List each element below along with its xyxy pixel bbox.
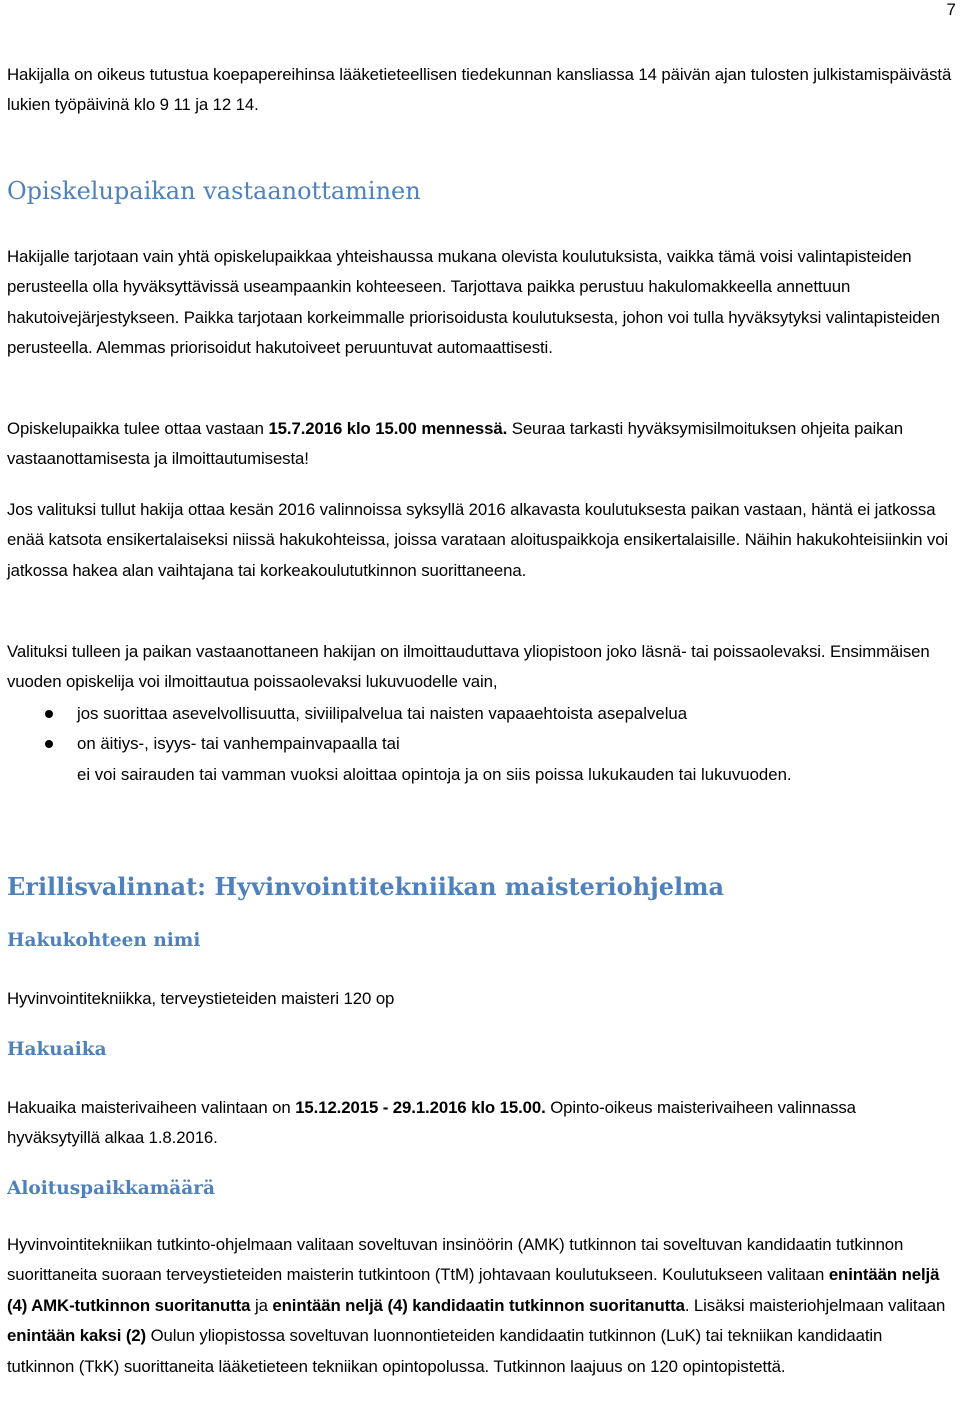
places-bold-1: enintään neljä (4) AMK-tutkinnon suoritanutta (7, 1265, 940, 1315)
list-continuation (7, 760, 953, 790)
deadline-bold: 15.7.2016 klo 15.00 mennessä. (268, 419, 508, 438)
intro-paragraph: Hakijalla on oikeus tutustua koepapereihinsa lääketieteellisen tiedekunnan kansliassa 14 päivän ajan tulosten julkistamispäivästä lukien työpäivinä klo 9 11 ja 12 14. (7, 65, 952, 115)
acceptance-deadline-paragraph (7, 414, 953, 475)
section-heading-separate: Erillisvalinnat: Hyvinvointitekniikan maisteriohjelma (7, 872, 725, 901)
subheading-places: Aloituspaikkamäärä (7, 1178, 216, 1199)
list-item (7, 699, 953, 729)
subheading-name: Hakukohteen nimi (7, 930, 201, 951)
list-item (7, 729, 953, 759)
period-text-1: Hakuaika maisterivaiheen valintaan on (7, 1098, 296, 1117)
acceptance-paragraph-4: Valituksi tulleen ja paikan vastaanottaneen hakijan on ilmoittauduttava yliopistoon joko läsnä- tai poissaolevaksi. Ensimmäisen vuoden opiskelija voi ilmoittautua poissaolevaksi lukuvuodelle vain, (7, 642, 930, 692)
list-item-text: jos suorittaa asevelvollisuutta, siviilipalvelua tai naisten vapaaehtoista asepalvelua (77, 704, 688, 723)
absence-conditions-list (7, 699, 953, 790)
programme-name: Hyvinvointitekniikka, terveystieteiden maisteri 120 op (7, 989, 395, 1008)
deadline-text-2: Seuraa tarkasti hyväksymisilmoituksen ohjeita paikan vastaanottamisesta ja ilmoittautumisesta! (7, 419, 903, 469)
bullet-icon (45, 740, 53, 748)
list-item-text: on äitiys-, isyys- tai vanhempainvapaalla tai (77, 734, 400, 754)
bullet-icon (45, 710, 53, 718)
period-bold: 15.12.2015 - 29.1.2016 klo 15.00. (295, 1098, 546, 1117)
section-heading-acceptance: Opiskelupaikan vastaanottaminen (7, 177, 421, 205)
places-text-1: Hyvinvointitekniikan tutkinto-ohjelmaan valitaan soveltuvan insinöörin (AMK) tutkinnon tai soveltuvan kandidaatin tutkinnon suorittaneita suoraan terveystieteiden maisterin tutkintoon (TtM) johtavaan koulutukseen. Koulutukseen valitaan (7, 1235, 904, 1285)
places-bold-3: enintään kaksi (2) (7, 1326, 147, 1346)
acceptance-paragraph-3: Jos valituksi tullut hakija ottaa kesän 2016 valinnoissa syksyllä 2016 alkavasta koulutuksesta paikan vastaan, häntä ei jatkossa enää katsota ensikertalaiseksi niissä hakukohteissa, joissa varataan aloituspaikkoja ensikertalaisille. Näihin hakukohteisiinkin voi jatkossa hakea alan vaihtajana tai korkeakoulututkinnon suorittaneena. (7, 500, 949, 580)
acceptance-paragraph-1: Hakijalle tarjotaan vain yhtä opiskelupaikkaa yhteishaussa mukana olevista koulutuksista, vaikka tämä voisi valintapisteiden perusteella olla hyväksyttävissä useampaankin kohteeseen. Tarjottava paikka perustuu hakulomakkeella annettuun hakutoivejärjestykseen. Paikka tarjotaan korkeimmalle priorisoidusta koulutuksesta, johon voi tulla hyväksytyksi valintapisteiden perusteella. Alemmas priorisoidut hakutoiveet peruuntuvat automaattisesti. (7, 247, 940, 358)
subheading-period: Hakuaika (7, 1039, 107, 1060)
places-text-2: ja (250, 1295, 273, 1315)
list-continuation-text: ei voi sairauden tai vamman vuoksi aloittaa opintoja ja on siis poissa lukukauden tai lukuvuoden. (77, 764, 792, 784)
places-bold-2: enintään neljä (4) kandidaatin tutkinnon suoritanutta (272, 1295, 685, 1315)
period-paragraph (7, 1093, 953, 1154)
places-paragraph (7, 1230, 953, 1382)
page-number: 7 (946, 0, 956, 19)
places-text-4: Oulun yliopistossa soveltuvan luonnontieteiden kandidaatin tutkinnon (LuK) tai tekniikan kandidaatin tutkinnon (TkK) suorittaneita lääketieteen tekniikan opintopolussa. Tutkinnon laajuus on 120 opintopistettä. (7, 1326, 883, 1376)
places-text-3: . Lisäksi maisteriohjelmaan valitaan (684, 1295, 946, 1315)
period-text-2: Opinto-oikeus maisterivaiheen valinnassa hyväksytyillä alkaa 1.8.2016. (7, 1098, 856, 1148)
deadline-text-1: Opiskelupaikka tulee ottaa vastaan (7, 419, 269, 438)
